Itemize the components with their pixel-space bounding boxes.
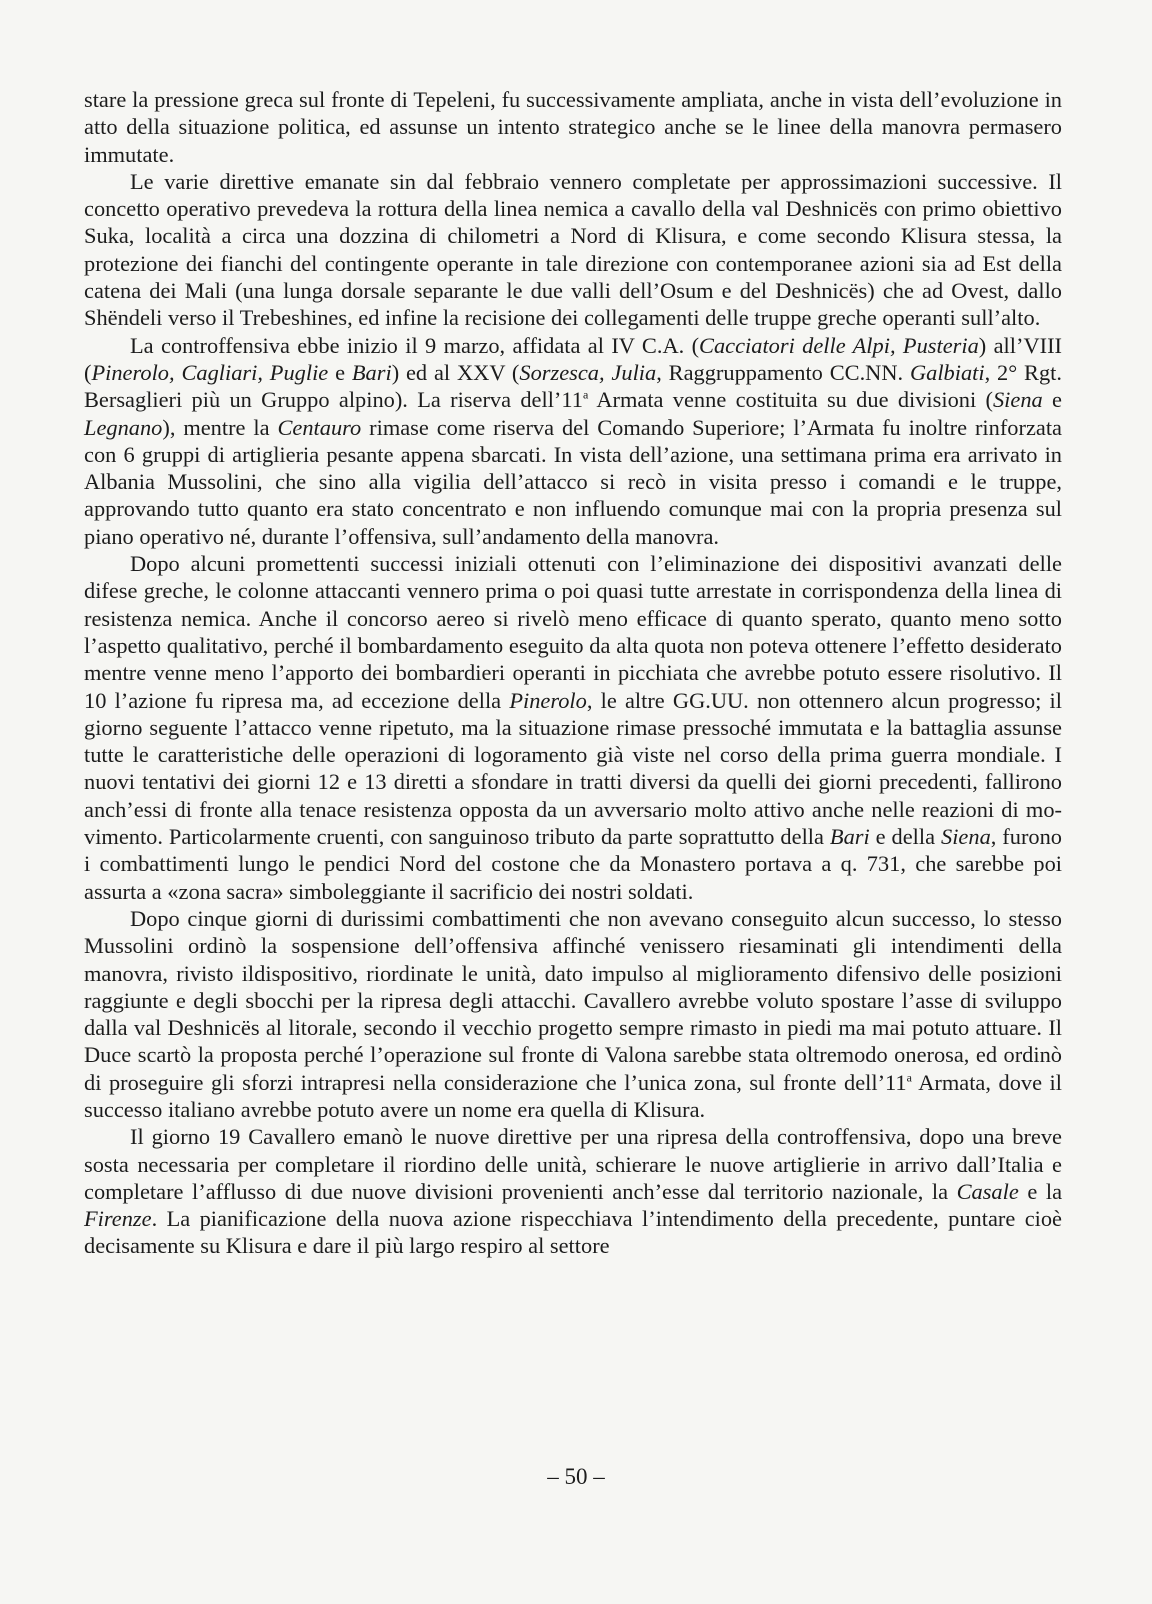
text-run: La controffensiva ebbe inizio il 9 marzo, affidata al IV C.A. ( (130, 332, 700, 358)
italic-text: Bari (829, 824, 870, 850)
text-run: Il giorno 19 Cavallero emanò le nuove direttive per una ripresa della controffensiva, dopo una breve sosta necessaria per completare il riordino delle unità, schierare le nuove artiglierie in arrivo dall’Italia e completare l’afflusso di due nuove divisioni provenienti anch’esse dal territorio nazionale, la (84, 1124, 1062, 1204)
text-run: , le altre GG.UU. non ottennero alcun progresso; il giorno seguente l’attacco venne ripetuto, ma la situazione rimase pressoché immutata e la battaglia assunse tutte le caratteristiche delle operazioni di logoramento già viste nel corso della prima guerra mondiale. I nuovi tentativi dei giorni 12 e 13 diretti a sfondare in tratti diversi da quelli dei giorni precedenti, fallirono anch’essi di fronte alla tenace resistenza opposta da un avversario molto attivo anche nelle reazioni di movimento. Particolarmente cruenti, con sanguinoso tributo da parte soprattutto della (84, 687, 1062, 850)
text-run: , 2° Rgt. Bersaglieri più un Gruppo alpino). La riserva dell’11 (84, 359, 1062, 413)
italic-text: Legnano (84, 414, 163, 440)
text-run: e (328, 359, 352, 385)
superscript: a (906, 1070, 912, 1085)
text-run: ), mentre la (162, 414, 278, 440)
italic-text: Sorzesca, Julia (519, 359, 657, 385)
italic-text: Bari (351, 359, 392, 385)
text-run: Armata venne costituita su due divisioni ( (588, 387, 993, 413)
italic-text: Siena (941, 824, 991, 850)
body-paragraph (84, 168, 1062, 332)
text-run: ) all’VIII ( (84, 332, 1062, 385)
text-run: , furono i combattimenti lungo le pendici Nord del costone che da Monastero portava a q. 731, che sarebbe poi assurta a «zona sacra» simboleggiante il sacrificio dei nostri soldati. (84, 824, 1063, 904)
text-run: ) ed al XXV ( (391, 359, 520, 385)
italic-text: Pinerolo, Cagliari, Puglie (91, 359, 329, 385)
text-run: e la (1018, 1178, 1063, 1204)
italic-text: Cacciatori delle Alpi, Pusteria (699, 332, 979, 358)
body-paragraph (84, 1123, 1062, 1259)
text-run: Dopo alcuni promettenti successi iniziali ottenuti con l’eliminazione dei dispositivi avanzati delle difese greche, le colonne attaccanti vennero prima o poi quasi tutte arrestate in corrispondenza della linea di resistenza nemica. Anche il concorso aereo si rivelò meno efficace di quanto sperato, quanto meno sotto l’aspetto qualitativo, perché il bombardamento eseguito da alta quota non poteva ottenere l’effetto desiderato mentre venne meno l’apporto dei bombardieri operanti in picchiata che avrebbe potuto essere risolutivo. Il 10 l’azione fu ripresa ma, ad eccezione della (84, 551, 1062, 713)
superscript: a (582, 387, 589, 402)
body-paragraph (84, 905, 1062, 1123)
text-run: Le varie direttive emanate sin dal febbraio vennero completate per approssimazioni successive. Il concetto operativo prevedeva la rottura della linea nemica a cavallo della val Deshnicës con primo obiettivo Suka, località a circa una dozzina di chilometri a Nord di Klisura, e come secondo Klisura stessa, la protezione dei fianchi del contingente operante in tale direzione con contemporanee azioni sia ad Est della catena dei Mali (una lunga dorsale separante le due valli dell’Osum e del Deshnicës) che ad Ovest, dallo Shëndeli verso il Trebeshines, ed infine la recisione dei collegamenti delle truppe greche operanti sull’alto. (84, 168, 1062, 331)
body-paragraph (84, 86, 1062, 168)
italic-text: Casale (956, 1178, 1019, 1204)
body-paragraph (84, 332, 1062, 550)
text-run: Armata, dove il successo italiano avrebbe potuto avere un nome era quella di Klisura. (84, 1069, 1062, 1122)
body-paragraph (84, 550, 1062, 905)
text-run: e (1042, 387, 1062, 413)
text-run: . La pianificazione della nuova azione rispecchiava l’intendimento della precedente, puntare cioè decisamente su Klisura e dare il più largo respiro al settore (84, 1206, 1062, 1259)
italic-text: Siena (992, 387, 1043, 413)
text-run: , Raggruppamento CC.NN. (656, 359, 910, 385)
italic-text: Pinerolo (509, 687, 587, 713)
text-run: e della (869, 824, 942, 850)
italic-text: Centauro (277, 414, 362, 440)
page-number: – 50 – (547, 1464, 605, 1489)
italic-text: Galbiati (909, 359, 985, 385)
text-run: Dopo cinque giorni di durissimi combattimenti che non avevano conseguito alcun successo, lo stesso Mussolini ordinò la sospensione dell’offensiva affinché venissero riesaminati gli intendimenti della manovra, rivisto ildispositivo, riordinate le unità, dato impulso al miglioramento difensivo delle posizioni raggiunte e degli sbocchi per la ripresa degli attacchi. Cavallero avrebbe voluto spostare l’asse di sviluppo dalla val Deshnicës al litorale, secondo il vecchio progetto sempre rimasto in piedi ma mai potuto attuare. Il Duce scartò la proposta perché l’operazione sul fronte di Valona sarebbe stata oltremodo onerosa, ed ordinò di proseguire gli sforzi intrapresi nella considerazione che l’unica zona, sul fronte dell’11 (84, 905, 1062, 1095)
text-run: stare la pressione greca sul fronte di Tepeleni, fu successivamente ampliata, anche in vista dell’evoluzione in atto della situazione politica, ed assunse un intento strategico anche se le linee della manovra permasero immutate. (84, 87, 1062, 167)
italic-text: Firenze (84, 1206, 152, 1232)
text-run: rimase come riserva del Comando Superiore; l’Armata fu inoltre rinforzata con 6 gruppi di artiglieria pesante appena sbarcati. In vista dell’azione, una settimana prima era arrivato in Albania Mussolini, che sino alla vigilia dell’attacco si recò in visita presso i comandi e le truppe, approvando tutto quanto era stato concentrato e non influendo comunque mai con la propria presenza sul piano operativo né, durante l’offensiva, sull’andamento della manovra. (84, 414, 1062, 549)
text-body (84, 86, 1062, 1260)
